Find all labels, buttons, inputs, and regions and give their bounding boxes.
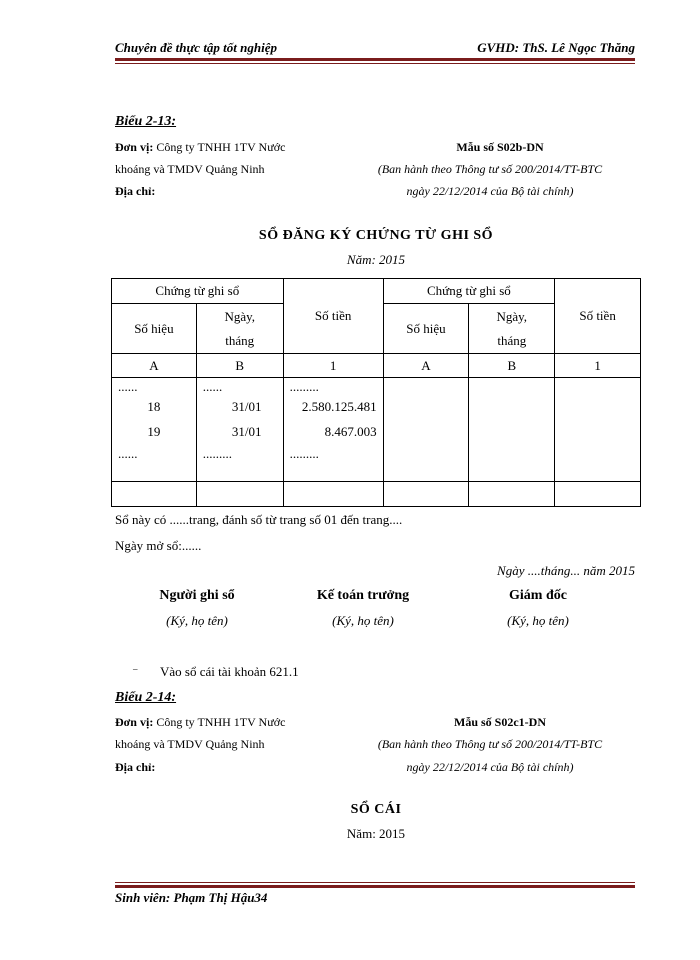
col-so-hieu-right: Số hiệu (383, 304, 469, 354)
table-row-cell: ...... (118, 446, 138, 461)
col-so-hieu-left: Số hiệu (112, 304, 197, 354)
table-row-cell: ...... (202, 379, 223, 394)
total-cell (469, 482, 555, 507)
ngay-cell (196, 378, 283, 482)
total-cell (383, 482, 469, 507)
pages-line: Sổ này có ......trang, đánh số từ trang số 01 đến trang.... (115, 512, 403, 527)
footer-student: Sinh viên: Phạm Thị Hậu34 (115, 890, 268, 905)
unit-label: Đơn vị: (115, 715, 154, 729)
unit-label: Đơn vị: (115, 140, 154, 154)
col-ngay-line2: tháng (497, 332, 527, 348)
code-b-left: B (196, 354, 283, 378)
so-hieu-cell (112, 378, 197, 482)
register-table (111, 278, 641, 507)
signature-sub-3: (Ký, họ tên) (507, 613, 569, 628)
col-so-tien-left: Số tiền (283, 279, 383, 354)
signature-title-2: Kế toán trưởng (316, 588, 410, 603)
so-tien-cell (283, 378, 383, 482)
code-b-right: B (469, 354, 555, 378)
signature-title-3: Giám đốc (509, 588, 567, 603)
total-cell (112, 482, 197, 507)
group-header-right: Chứng từ ghi sổ (383, 279, 555, 304)
section1-form-no: Mẫu số S02b-DN (456, 140, 544, 154)
empty-cell (383, 378, 469, 482)
signature-sub-1: (Ký, họ tên) (166, 613, 228, 628)
section2-form-note2: ngày 22/12/2014 của Bộ tài chính) (406, 760, 574, 774)
section2-title: SỔ CÁI (350, 802, 402, 817)
code-1-left: 1 (283, 354, 383, 378)
col-so-tien-right: Số tiền (555, 279, 641, 354)
section1-form-note1: (Ban hành theo Thông tư số 200/2014/TT-BTC (377, 162, 603, 176)
total-cell (555, 482, 641, 507)
table-row-cell: ...... (118, 379, 138, 394)
section2-form-no: Mẫu số S02c1-DN (454, 715, 546, 729)
group-header-left: Chứng từ ghi sổ (112, 279, 284, 304)
table-row-cell: 2.580.125.481 (301, 399, 377, 414)
section1-year: Năm: 2015 (346, 252, 406, 267)
table-row-cell: ......... (289, 379, 319, 394)
unit-line1: Công ty TNHH 1TV Nước (153, 140, 286, 154)
section2-label: Biểu 2-14: (115, 690, 177, 705)
unit-line1: Công ty TNHH 1TV Nước (153, 715, 286, 729)
header-rule-thin (115, 63, 635, 64)
empty-cell (469, 378, 555, 482)
code-a-left: A (112, 354, 197, 378)
open-date: Ngày mở sổ:...... (115, 538, 202, 553)
col-ngay-line1: Ngày, (224, 308, 256, 324)
empty-cell (555, 378, 641, 482)
col-ngay-left (196, 304, 283, 354)
total-cell (283, 482, 383, 507)
section1-unit-line2: khoáng và TMDV Quảng Ninh (115, 162, 265, 176)
code-a-right: A (383, 354, 469, 378)
header-left: Chuyên đề thực tập tốt nghiệp (115, 40, 277, 55)
section1-address-label: Địa chỉ: (115, 184, 156, 198)
section2-year: Năm: 2015 (346, 826, 406, 841)
table-row-cell: ......... (289, 446, 319, 461)
table-row-cell: 31/01 (231, 424, 262, 439)
section2-unit (115, 715, 285, 730)
total-cell (196, 482, 283, 507)
section2-form-note1: (Ban hành theo Thông tư số 200/2014/TT-BTC (377, 737, 603, 751)
col-ngay-line1: Ngày, (496, 308, 528, 324)
col-ngay-right (469, 304, 555, 354)
section1-form-note2: ngày 22/12/2014 của Bộ tài chính) (406, 184, 574, 198)
table-row-cell: 18 (147, 399, 161, 414)
table-row-cell: 19 (147, 424, 161, 439)
bullet-dash-icon: ‒ (133, 664, 138, 674)
section2-address-label: Địa chỉ: (115, 760, 156, 774)
signature-sub-2: (Ký, họ tên) (332, 613, 394, 628)
header-rule (115, 58, 635, 61)
section1-title: SỔ ĐĂNG KÝ CHỨNG TỪ GHI SỔ (258, 228, 494, 243)
date-line: Ngày ....tháng... năm 2015 (497, 563, 635, 578)
section2-unit-line2: khoáng và TMDV Quảng Ninh (115, 737, 265, 751)
table-row-cell: 8.467.003 (324, 424, 377, 439)
bullet-line: Vào sổ cái tài khoản 621.1 (160, 664, 299, 679)
table-row-cell: ......... (202, 446, 233, 461)
section1-unit (115, 140, 285, 155)
col-ngay-line2: tháng (225, 332, 255, 348)
table-row-cell: 31/01 (231, 399, 262, 414)
footer-rule-thin (115, 882, 635, 883)
signature-title-1: Người ghi sổ (159, 588, 235, 603)
code-1-right: 1 (555, 354, 641, 378)
footer-rule (115, 885, 635, 888)
header-right: GVHD: ThS. Lê Ngọc Thăng (477, 40, 635, 55)
section1-label: Biểu 2-13: (115, 114, 177, 129)
